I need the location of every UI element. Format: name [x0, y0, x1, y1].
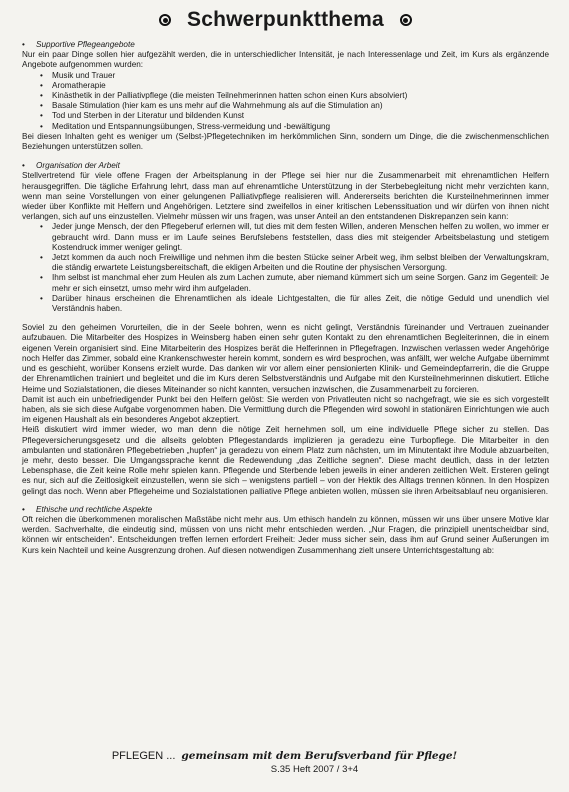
list-item: • Darüber hinaus erscheinen die Ehrenamtlichen als ideale Lichtgestalten, die für alles Zeit, die nötige Geduld und unendlich viel Verständnis haben.: [52, 294, 549, 314]
section-heading: Supportive Pflegeangebote: [36, 40, 135, 49]
list-item: • Tod und Sterben in der Literatur und bildenden Kunst: [52, 111, 549, 121]
paragraph: Soviel zu den geheimen Vorurteilen, die in der Seele bohren, wenn es nicht gelingt, Verständnis füreinander und Vertrauen zueinander aufzubauen. Die Mitarbeiter des Hospizes in Weinsberg haben einen sehr guten Kontakt zu den ehrenamtlichen Begleiterinnen, die in einem eigenen Verein organisiert sind. Eine Mitarbeiterin des Hospizes berät die Helferinnen in Pflegefragen. Inzwischen verlassen weder Angehörige noch Helfer das Zimmer, sobald eine Krankenschwester herein kommt, sondern es wird besprochen, was anfällt, wer welche Aufgabe übernimmt und es geschieht, worüber Konsens erzielt wurde. Das danken wir vor allem einer pensionierten Klinik- und Gemeindepfarrerin, die die Gruppe der Ehrenamtlichen trainiert und begleitet und die im Kurs deren Selbstverständnis und Aufgabe mit den Kursteilnehmerinnen diskutiert. Etliche Heime und Sozialstationen, die dieses Miteinander so nicht kannten, versuchen inzwischen, die Zusammenarbeit zu forcieren.: [22, 323, 549, 394]
bullet-icon: •: [22, 161, 25, 171]
paragraph: Heiß diskutiert wird immer wieder, wo man denn die nötige Zeit hernehmen soll, um eine individuelle Pflege sicher zu stellen. Das Pflegeversicherungsgesetz und die allseits gelobten Pflegestandards implizieren ja geradezu eine Turbopflege. Die Mitarbeiter in den ambulanten und stationären Pflegebetrieben „hupfen“ ja geradezu von einem Platz zum nächsten, um im Minutentakt ihre Module abzuarbeiten, je mehr, desto besser. Die Umgangssprache kennt die Redewendung „das Zeitliche segnen“. Diese macht deutlich, dass in der letzten Lebensphase, die Zeit keine Rolle mehr spielen kann. Pflegende und Sterbende leben jeweils in einer anderen zeitlichen Welt. Ersteren gelingt es nur, sich auf die Zeitlosigkeit einzustellen, wenn sie sich – wenigstens partiell – von der Hektik des Alltags trennen können. In den Hospizen gelingt das noch. Wenn aber Pflegeheime und Sozialstationen palliative Pflege anbieten wollen, müssen sie ihren Arbeitsablauf neu organisieren.: [22, 425, 549, 496]
page-footer: [0, 751, 569, 775]
section-heading: Ethische und rechtliche Aspekte: [36, 504, 153, 514]
list-item: • Basale Stimulation (hier kam es uns mehr auf die Wahrnehmung als auf die Stimulation an): [52, 101, 549, 111]
slogan: gemeinsam mit dem Berufsverband für Pflege!: [181, 750, 458, 762]
section-title-organisation: [22, 161, 549, 171]
list-item: • Jetzt kommen da auch noch Freiwillige und nehmen ihm die besten Stücke seiner Arbeit weg, ihm selbst bleiben der Verwaltungskram, die ständig erwartete Leistungsbereitschaft, die ekligen Arbeiten und die Routine der physischen Versorgung.: [52, 253, 549, 273]
list-item: • Kinästhetik in der Palliativpflege (die meisten Teilnehmerinnen hatten schon einen Kurs absolviert): [52, 91, 549, 101]
paragraph: Bei diesen Inhalten geht es weniger um (Selbst-)Pflegetechniken im herkömmlichen Sinn, sondern um Dinge, die die zwischenmenschlichen Beziehungen unterstützen sollen.: [22, 131, 549, 152]
list-item: • Jeder junge Mensch, der den Pflegeberuf erlernen will, tut dies mit dem festen Willen, anderen Menschen helfen zu wollen, wo immer er gebraucht wird. Dann muss er im Laufe seines Berufslebens feststellen, dass dies mit steigender Arbeitsbelastung und stetigem Kostendruck immer weniger gelingt.: [52, 222, 549, 253]
spacer: [22, 314, 549, 323]
footer-line: [0, 751, 569, 761]
organisation-list: [22, 222, 549, 314]
list-item: • Meditation und Entspannungsübungen, Stress-vermeidung und -bewältigung: [52, 122, 549, 132]
paragraph: Oft reichen die überkommenen moralischen Maßstäbe nicht mehr aus. Um ethisch handeln zu können, müssen wir uns über unsere Motive klar werden. Sachverhalte, die eindeutig sind, müssen von uns nicht mehr entschieden werden. „Nur Fragen, die prinzipiell unentscheidbar sind, können wir entscheiden“. Entscheidungen treffen lernen erfordert Freiheit: Jeder muss sicher sein, dass ihm auf Grund seiner Äußerungen im Kurs kein Nachteil und keine Ausgrenzung drohen. Auf diesen notwendigen Zusammenhang zielt unsere Unterrichtsgestaltung ab:: [22, 514, 549, 555]
supportive-list: [22, 71, 549, 132]
bullet-icon: •: [22, 504, 25, 514]
list-item: • Musik und Trauer: [52, 71, 549, 81]
list-item: • Aromatherapie: [52, 81, 549, 91]
bullet-icon: •: [22, 40, 25, 49]
paragraph: Nur ein paar Dinge sollen hier aufgezählt werden, die in unterschiedlicher Intensität, je nach Interessenlage und Zeit, im Kurs als ergänzende Angebote aufgenommen wurden:: [22, 50, 549, 70]
section-heading: Organisation der Arbeit: [36, 161, 120, 171]
section-title-supportive: [22, 40, 549, 50]
paragraph: Stellvertretend für viele offene Fragen der Arbeitsplanung in der Pflege sei hier nur die Zusammenarbeit mit ehrenamtlichen Helfern herausgegriffen. Die tägliche Erfahrung lehrt, dass man auf ehrenamtliche Unterstützung in der Sterbebegleitung nicht mehr verzichten kann, wenn man seine Vorstellungen von einer gelungenen Palliativpflege realisieren will. Andererseits berichten die Kursteilnehmerinnen immer wieder über Konflikte mit Helfern und Angehörigen. Letztere sind zweifellos in einer kritischen Lebenssituation und wir dürfen von ihnen nicht verlangen, sich auf uns einzustellen. Vielmehr müssen wir uns fragen, was unser Anteil an den entstandenen Diskrepanzen sein kann:: [22, 171, 549, 222]
bullseye-icon-left: [159, 14, 171, 26]
paragraph: Damit ist auch ein unbefriedigender Punkt bei den Helfern gelöst: Sie werden von Privatleuten nicht so nachgefragt, wie sie es sich vorgestellt haben, als sie sich diese Aufgabe vorgenommen haben. Die Vermittlung durch die Pflegenden wird sowohl in stationären Einrichtungen wie auch im eigenen Haushalt als ein besonderes Angebot akzeptiert.: [22, 394, 549, 425]
bullseye-icon-right: [400, 14, 412, 26]
section-title-ethics: [22, 505, 549, 515]
issue-info: S.35 Heft 2007 / 3+4: [270, 764, 359, 776]
page-title: Schwerpunktthema: [187, 7, 384, 31]
list-item: • Ihm selbst ist manchmal eher zum Heulen als zum Lachen zumute, aber niemand kümmert sich um seine Sorgen. Ganz im Gegenteil: Je mehr er sich einsetzt, umso mehr wird ihm aufgeladen.: [52, 273, 549, 293]
page-header: [22, 6, 549, 34]
journal-name: PFLEGEN ...: [111, 750, 176, 762]
